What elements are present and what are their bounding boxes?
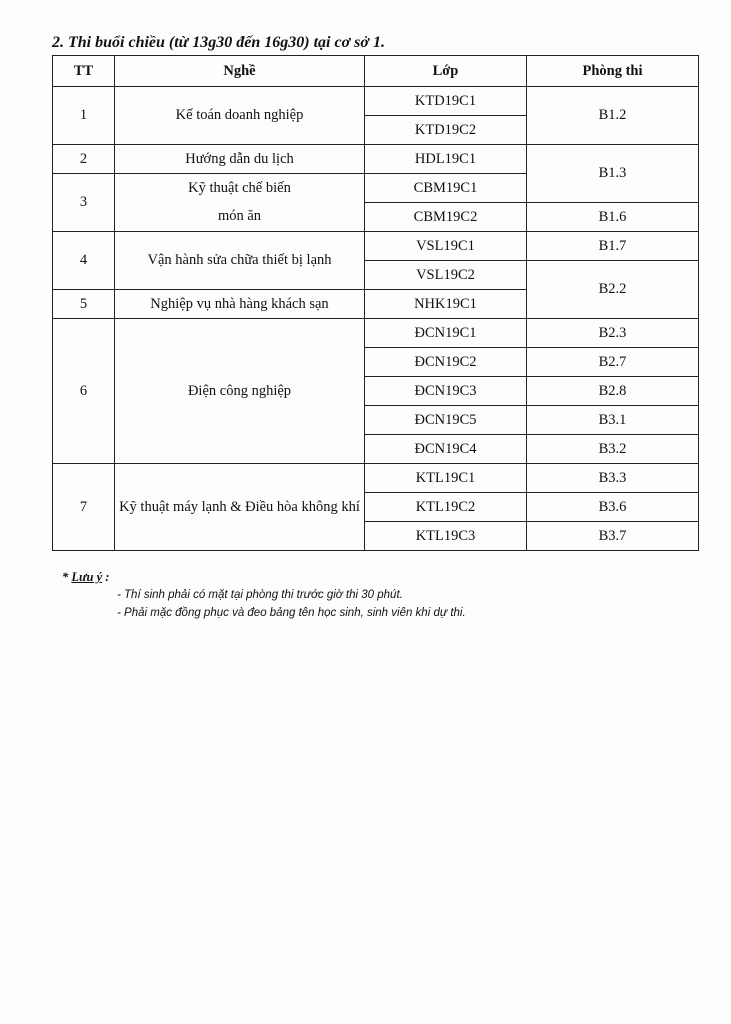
cell-lop: KTD19C1 xyxy=(365,87,527,116)
cell-lop: NHK19C1 xyxy=(365,290,527,319)
table-row xyxy=(53,145,699,174)
cell-phong-thi: B3.6 xyxy=(527,493,699,522)
table-row xyxy=(53,87,699,116)
cell-lop: HDL19C1 xyxy=(365,145,527,174)
notes-label: Lưu ý xyxy=(71,570,103,584)
header-phong-thi: Phòng thi xyxy=(527,56,699,87)
cell-nghe: Kỹ thuật chế biến xyxy=(115,174,365,203)
cell-phong-thi: B3.1 xyxy=(527,406,699,435)
cell-phong-thi: B3.3 xyxy=(527,464,699,493)
notes-title xyxy=(62,568,466,586)
note-item: - Thí sinh phải có mặt tại phòng thi trước giờ thi 30 phút. xyxy=(117,589,403,601)
header-tt: TT xyxy=(53,56,115,87)
cell-phong-thi: B3.2 xyxy=(527,435,699,464)
notes-suffix: : xyxy=(102,570,110,584)
table-header-row xyxy=(53,56,699,87)
cell-phong-thi: B2.7 xyxy=(527,348,699,377)
cell-lop: KTL19C3 xyxy=(365,522,527,551)
cell-phong-thi: B1.2 xyxy=(527,87,699,145)
cell-phong-thi: B2.3 xyxy=(527,319,699,348)
cell-lop: CBM19C1 xyxy=(365,174,527,203)
cell-phong-thi: B1.7 xyxy=(527,232,699,261)
cell-phong-thi: B2.8 xyxy=(527,377,699,406)
cell-nghe: Kế toán doanh nghiệp xyxy=(115,87,365,145)
cell-tt: 2 xyxy=(53,145,115,174)
exam-schedule-table xyxy=(52,55,699,551)
cell-nghe: Nghiệp vụ nhà hàng khách sạn xyxy=(115,290,365,319)
note-item: - Phải mặc đồng phục và đeo bảng tên học sinh, sinh viên khi dự thi. xyxy=(117,607,466,619)
section-heading: 2. Thi buổi chiều (từ 13g30 đến 16g30) tại cơ sở 1. xyxy=(52,34,385,51)
table-row xyxy=(53,319,699,348)
cell-lop: VSL19C2 xyxy=(365,261,527,290)
cell-phong-thi: B3.7 xyxy=(527,522,699,551)
header-lop: Lớp xyxy=(365,56,527,87)
cell-phong-thi: B1.6 xyxy=(527,203,699,232)
cell-nghe: Điện công nghiệp xyxy=(115,319,365,464)
table-row xyxy=(53,203,699,232)
cell-tt: 4 xyxy=(53,232,115,290)
cell-nghe: Kỹ thuật máy lạnh & Điều hòa không khí xyxy=(115,464,365,551)
cell-tt: 1 xyxy=(53,87,115,145)
cell-nghe: món ăn xyxy=(115,203,365,232)
cell-lop: ĐCN19C3 xyxy=(365,377,527,406)
cell-lop: ĐCN19C4 xyxy=(365,435,527,464)
cell-lop: KTD19C2 xyxy=(365,116,527,145)
cell-tt: 3 xyxy=(53,174,115,232)
cell-nghe: Hướng dẫn du lịch xyxy=(115,145,365,174)
cell-nghe: Vận hành sửa chữa thiết bị lạnh xyxy=(115,232,365,290)
cell-tt: 6 xyxy=(53,319,115,464)
header-nghe: Nghề xyxy=(115,56,365,87)
cell-phong-thi: B2.2 xyxy=(527,261,699,319)
notes-prefix: * xyxy=(62,570,72,584)
cell-phong-thi: B1.3 xyxy=(527,145,699,203)
cell-lop: ĐCN19C5 xyxy=(365,406,527,435)
cell-lop: KTL19C2 xyxy=(365,493,527,522)
cell-lop: ĐCN19C2 xyxy=(365,348,527,377)
cell-lop: KTL19C1 xyxy=(365,464,527,493)
table-row xyxy=(53,232,699,261)
cell-tt: 7 xyxy=(53,464,115,551)
cell-lop: CBM19C2 xyxy=(365,203,527,232)
notes-section xyxy=(62,568,466,622)
cell-lop: ĐCN19C1 xyxy=(365,319,527,348)
cell-tt: 5 xyxy=(53,290,115,319)
table-row xyxy=(53,464,699,493)
cell-lop: VSL19C1 xyxy=(365,232,527,261)
